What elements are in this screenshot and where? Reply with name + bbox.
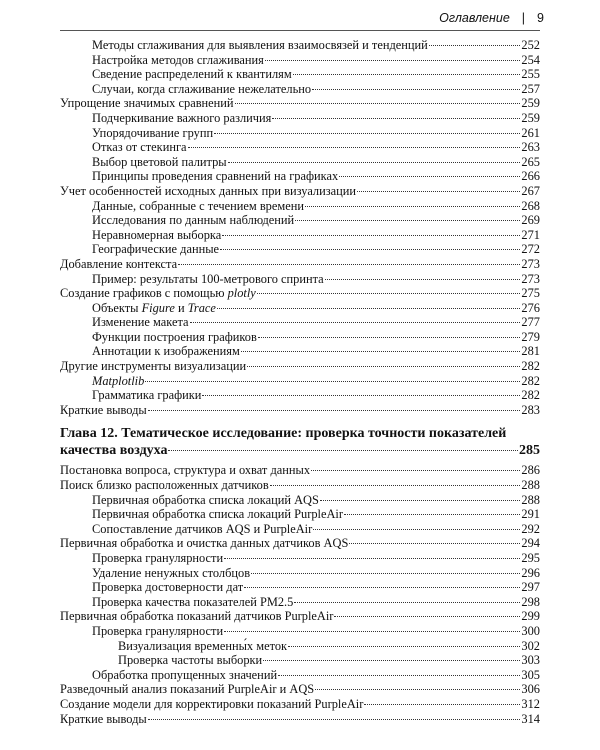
- toc-entry[interactable]: [60, 257, 540, 272]
- toc-entry-title: Поиск близко расположенных датчиков: [60, 478, 269, 493]
- dot-leader: [251, 573, 520, 574]
- dot-leader: [429, 45, 521, 46]
- toc-entry-title: Учет особенностей исходных данных при визуализации: [60, 183, 357, 198]
- toc-entry-title: Визуализация временны́х меток: [118, 638, 288, 653]
- toc-entry[interactable]: [60, 463, 540, 478]
- toc-entry-title: Изменение макета: [92, 315, 189, 330]
- toc-entry-page: 282: [521, 373, 540, 388]
- dot-leader: [315, 689, 520, 690]
- toc-entry[interactable]: [60, 213, 540, 228]
- toc-entry[interactable]: [60, 228, 540, 243]
- toc-entry-page: 265: [521, 154, 540, 169]
- toc-entry-title: Случаи, когда сглаживание нежелательно: [92, 81, 312, 96]
- toc-entry[interactable]: [60, 668, 540, 683]
- toc-entry[interactable]: [60, 639, 540, 654]
- toc-entry-title: Первичная обработка списка локаций PurpleAir: [92, 507, 343, 522]
- toc-entry-title: Принципы проведения сравнений на графиках: [92, 169, 339, 184]
- toc-entry[interactable]: [60, 388, 540, 403]
- toc-entry-page: 306: [521, 682, 540, 697]
- toc-entry[interactable]: [60, 566, 540, 581]
- dot-leader: [257, 293, 521, 294]
- toc-entry-title: Другие инструменты визуализации: [60, 359, 247, 374]
- dot-leader: [295, 220, 520, 221]
- dot-leader: [311, 470, 520, 471]
- toc-entry-page: 255: [521, 67, 540, 82]
- toc-entry[interactable]: [60, 374, 540, 389]
- toc-entry-title: Данные, собранные с течением времени: [92, 198, 304, 213]
- toc-entry-page: 268: [521, 198, 540, 213]
- toc-entry-title: Методы сглаживания для выявления взаимосвязей и тенденций: [92, 38, 428, 52]
- toc-entry-title: Подчеркивание важного различия: [92, 110, 272, 125]
- toc-entry-page: 277: [521, 315, 540, 330]
- dot-leader: [305, 206, 520, 207]
- dot-leader: [224, 631, 520, 632]
- toc-entry[interactable]: [60, 140, 540, 155]
- toc-entry[interactable]: [60, 286, 540, 301]
- dot-leader: [270, 485, 521, 486]
- section-title: Оглавление: [439, 11, 510, 25]
- toc-entry-page: 279: [521, 329, 540, 344]
- toc-entry-page: 281: [521, 344, 540, 359]
- toc-entry-page: 267: [521, 183, 540, 198]
- dot-leader: [344, 514, 520, 515]
- dot-leader: [145, 381, 520, 382]
- toc-entry-title: Первичная обработка списка локаций AQS: [92, 492, 319, 507]
- dot-leader: [272, 118, 520, 119]
- toc-entry-page: 288: [521, 478, 540, 493]
- dot-leader: [190, 322, 521, 323]
- toc-entry-page: 272: [521, 242, 540, 257]
- toc-entry-title: Удаление ненужных столбцов: [92, 565, 251, 580]
- toc-entry-title: Matplotlib: [92, 373, 145, 388]
- toc-entry[interactable]: [60, 359, 540, 374]
- toc-entry-page: 303: [521, 653, 540, 668]
- toc-entry-title: Проверка гранулярности: [92, 551, 224, 565]
- dot-leader: [222, 235, 520, 236]
- toc-entry[interactable]: [60, 53, 540, 68]
- toc-entry-title: Грамматика графики: [92, 388, 202, 403]
- dot-leader: [258, 337, 521, 338]
- dot-leader: [312, 89, 520, 90]
- toc-entry-title: Сведение распределений к квантилям: [92, 67, 292, 82]
- dot-leader: [235, 103, 521, 104]
- toc-entry-page: 269: [521, 213, 540, 228]
- toc-entry-page: 292: [521, 521, 540, 536]
- toc-entry[interactable]: [60, 38, 540, 53]
- toc-entry[interactable]: [60, 272, 540, 287]
- toc-entry-page: 291: [521, 507, 540, 522]
- dot-leader: [178, 264, 520, 265]
- toc-entry-page: 314: [521, 711, 540, 726]
- dot-leader: [217, 308, 520, 309]
- toc-entry[interactable]: [60, 111, 540, 126]
- toc-entry-page: 300: [521, 623, 540, 638]
- dot-leader: [265, 60, 521, 61]
- toc-entry[interactable]: [60, 403, 540, 418]
- toc-entry[interactable]: [60, 697, 540, 712]
- toc-entry[interactable]: [60, 712, 540, 727]
- toc-entry-title: Аннотации к изображениям: [92, 344, 240, 359]
- toc-entry[interactable]: [60, 242, 540, 257]
- toc-entry-title: Настройка методов сглаживания: [92, 52, 264, 67]
- toc-entry-page: 273: [521, 256, 540, 271]
- toc-entry-title: Упрощение значимых сравнений: [60, 96, 234, 111]
- toc-entry-page: 275: [521, 286, 540, 301]
- toc-entry[interactable]: [60, 82, 540, 97]
- toc-entry-title: Краткие выводы: [60, 402, 147, 417]
- toc-entry[interactable]: [60, 624, 540, 639]
- dot-leader: [320, 500, 521, 501]
- dot-leader: [214, 133, 520, 134]
- dot-leader: [364, 704, 520, 705]
- dot-leader: [313, 529, 520, 530]
- toc-entry[interactable]: [60, 155, 540, 170]
- toc-entry[interactable]: [60, 580, 540, 595]
- toc-entry-page: 282: [521, 388, 540, 403]
- dot-leader: [188, 147, 521, 148]
- dot-leader: [349, 543, 520, 544]
- toc-entry-title: Функции построения графиков: [92, 329, 257, 344]
- toc-entry-title: Разведочный анализ показаний PurpleAir и AQS: [60, 682, 315, 697]
- toc-entry-page: 288: [521, 492, 540, 507]
- toc-list-top: [60, 38, 540, 417]
- toc-entry-title: Проверка качества показателей PM2.5: [92, 594, 294, 609]
- toc-entry-title: Постановка вопроса, структура и охват данных: [60, 463, 311, 478]
- toc-entry[interactable]: [60, 493, 540, 508]
- toc-entry-title: Краткие выводы: [60, 711, 147, 726]
- toc-entry-title: Первичная обработка и очистка данных датчиков AQS: [60, 536, 349, 551]
- dot-leader: [168, 450, 518, 451]
- toc-entry[interactable]: [60, 315, 540, 330]
- dot-leader: [247, 366, 520, 367]
- toc-entry-title: Обработка пропущенных значений: [92, 667, 278, 682]
- dot-leader: [263, 660, 520, 661]
- toc-entry-page: 254: [521, 52, 540, 67]
- toc-entry-title: Объекты Figure и Trace: [92, 300, 216, 315]
- toc-entry-page: 286: [521, 463, 540, 478]
- toc-entry-title: Географические данные: [92, 242, 220, 257]
- dot-leader: [288, 646, 520, 647]
- toc-entry-title: Проверка достоверности дат: [92, 580, 244, 595]
- toc-entry-title: Проверка гранулярности: [92, 623, 224, 638]
- toc-entry[interactable]: [60, 682, 540, 697]
- toc-entry[interactable]: [60, 67, 540, 82]
- toc-entry-page: 298: [521, 594, 540, 609]
- toc-entry[interactable]: [60, 507, 540, 522]
- dot-leader: [202, 395, 520, 396]
- toc-entry-title: Первичная обработка показаний датчиков PurpleAir: [60, 609, 334, 624]
- dot-leader: [339, 176, 520, 177]
- dot-leader: [220, 249, 520, 250]
- toc-entry[interactable]: [60, 478, 540, 493]
- toc-entry-title: Добавление контекста: [60, 256, 178, 271]
- toc-entry-page: 312: [521, 696, 540, 711]
- table-of-contents: [60, 38, 540, 726]
- toc-entry-page: 294: [521, 536, 540, 551]
- toc-entry[interactable]: [60, 595, 540, 610]
- toc-entry-page: 305: [521, 667, 540, 682]
- header-separator: |: [521, 11, 526, 25]
- toc-entry[interactable]: [60, 199, 540, 214]
- toc-entry[interactable]: [60, 96, 540, 111]
- toc-entry-page: 302: [521, 638, 540, 653]
- dot-leader: [278, 675, 520, 676]
- dot-leader: [244, 587, 520, 588]
- toc-entry[interactable]: [60, 551, 540, 566]
- toc-entry[interactable]: [60, 184, 540, 199]
- toc-entry-page: 296: [521, 565, 540, 580]
- toc-entry-page: 257: [521, 81, 540, 96]
- toc-entry-page: 259: [521, 96, 540, 111]
- dot-leader: [148, 719, 521, 720]
- toc-entry-title: Упорядочивание групп: [92, 125, 214, 140]
- toc-entry-title: Создание модели для корректировки показаний PurpleAir: [60, 696, 364, 711]
- dot-leader: [241, 351, 521, 352]
- toc-entry-title: Выбор цветовой палитры: [92, 154, 227, 169]
- toc-entry-page: 283: [521, 402, 540, 417]
- toc-list-bottom: [60, 463, 540, 726]
- dot-leader: [224, 558, 520, 559]
- dot-leader: [228, 162, 521, 163]
- dot-leader: [325, 279, 521, 280]
- toc-entry-title: Отказ от стекинга: [92, 140, 187, 155]
- dot-leader: [148, 410, 521, 411]
- toc-entry[interactable]: [60, 126, 540, 141]
- toc-entry[interactable]: [60, 169, 540, 184]
- toc-entry[interactable]: [60, 301, 540, 316]
- toc-entry-page: 276: [521, 300, 540, 315]
- toc-entry[interactable]: [60, 653, 540, 668]
- toc-entry-title: Проверка частоты выборки: [118, 653, 263, 668]
- toc-entry-page: 282: [521, 359, 540, 374]
- toc-entry-page: 261: [521, 125, 540, 140]
- chapter-title-line2: качества воздуха: [60, 443, 168, 459]
- running-header: [439, 11, 544, 25]
- toc-entry-page: 273: [521, 271, 540, 286]
- dot-leader: [357, 191, 520, 192]
- toc-entry-page: 252: [521, 38, 540, 52]
- toc-entry-title: Сопоставление датчиков AQS и PurpleAir: [92, 521, 313, 536]
- chapter-heading[interactable]: [60, 425, 540, 459]
- toc-entry-title: Неравномерная выборка: [92, 227, 222, 242]
- toc-entry[interactable]: [60, 609, 540, 624]
- dot-leader: [293, 74, 521, 75]
- toc-entry-page: 266: [521, 169, 540, 184]
- toc-entry-page: 297: [521, 580, 540, 595]
- toc-entry-page: 295: [521, 551, 540, 565]
- page-number: 9: [537, 11, 544, 25]
- dot-leader: [334, 616, 520, 617]
- toc-entry-title: Исследования по данным наблюдений: [92, 213, 295, 228]
- chapter-page-number: 285: [519, 443, 540, 459]
- toc-entry-title: Пример: результаты 100-метрового спринта: [92, 271, 324, 286]
- toc-entry-page: 263: [521, 140, 540, 155]
- header-rule: [60, 30, 540, 31]
- toc-entry[interactable]: [60, 330, 540, 345]
- toc-entry[interactable]: [60, 536, 540, 551]
- toc-entry-page: 271: [521, 227, 540, 242]
- toc-entry-page: 299: [521, 609, 540, 624]
- dot-leader: [294, 602, 520, 603]
- toc-entry-page: 259: [521, 110, 540, 125]
- chapter-title-line1: Глава 12. Тематическое исследование: проверка точности показателей: [60, 426, 507, 442]
- toc-entry[interactable]: [60, 344, 540, 359]
- toc-entry[interactable]: [60, 522, 540, 537]
- toc-entry-title: Создание графиков с помощью plotly: [60, 286, 256, 301]
